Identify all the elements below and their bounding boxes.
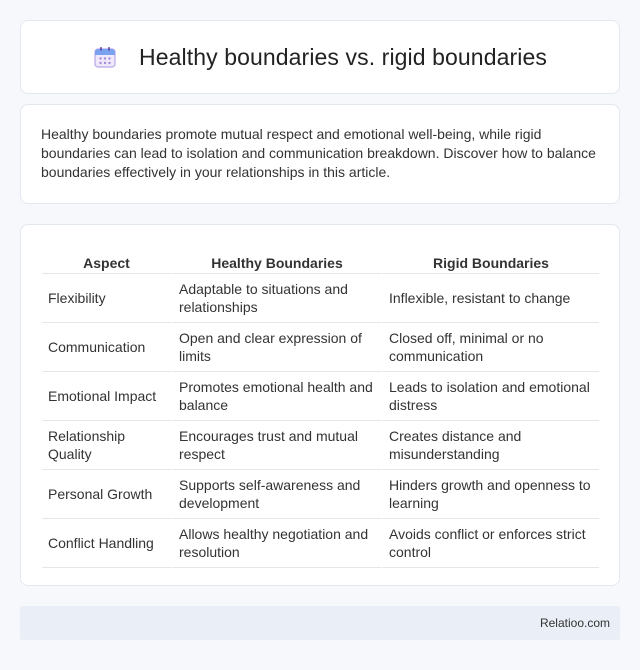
intro-text: Healthy boundaries promote mutual respect and emotional well-being, while rigid boundaries can lead to isolation and communication breakdown. Discover how to balance boundaries effectively in your relationships in this article. [41,126,596,180]
aspect-cell: Emotional Impact [42,372,171,421]
rigid-cell: Avoids conflict or enforces strict control [381,519,599,568]
title-card [20,20,620,94]
healthy-cell: Allows healthy negotiation and resolution [171,519,381,568]
healthy-cell: Adaptable to situations and relationships [171,274,381,323]
column-header-aspect: Aspect [42,245,171,274]
footer-brand: Relatioo.com [539,616,610,630]
aspect-cell: Conflict Handling [42,519,171,568]
table-row [42,274,599,323]
comparison-card [20,224,620,586]
footer [20,606,620,640]
rigid-cell: Leads to isolation and emotional distress [381,372,599,421]
healthy-cell: Supports self-awareness and development [171,470,381,519]
healthy-cell: Open and clear expression of limits [171,323,381,372]
aspect-cell: Relationship Quality [42,421,171,470]
table-row [42,470,599,519]
table-row [42,421,599,470]
rigid-cell: Hinders growth and openness to learning [381,470,599,519]
comparison-table [42,245,599,568]
rigid-cell: Closed off, minimal or no communication [381,323,599,372]
page-title: Healthy boundaries vs. rigid boundaries [139,43,547,70]
rigid-cell: Inflexible, resistant to change [381,274,599,323]
intro-card [20,104,620,204]
healthy-cell: Promotes emotional health and balance [171,372,381,421]
column-header-rigid: Rigid Boundaries [381,245,599,274]
healthy-cell: Encourages trust and mutual respect [171,421,381,470]
table-header-row [42,245,599,274]
aspect-cell: Personal Growth [42,470,171,519]
table-row [42,372,599,421]
rigid-cell: Creates distance and misunderstanding [381,421,599,470]
calendar-icon [93,45,117,69]
aspect-cell: Flexibility [42,274,171,323]
table-row [42,519,599,568]
aspect-cell: Communication [42,323,171,372]
table-row [42,323,599,372]
column-header-healthy: Healthy Boundaries [171,245,381,274]
